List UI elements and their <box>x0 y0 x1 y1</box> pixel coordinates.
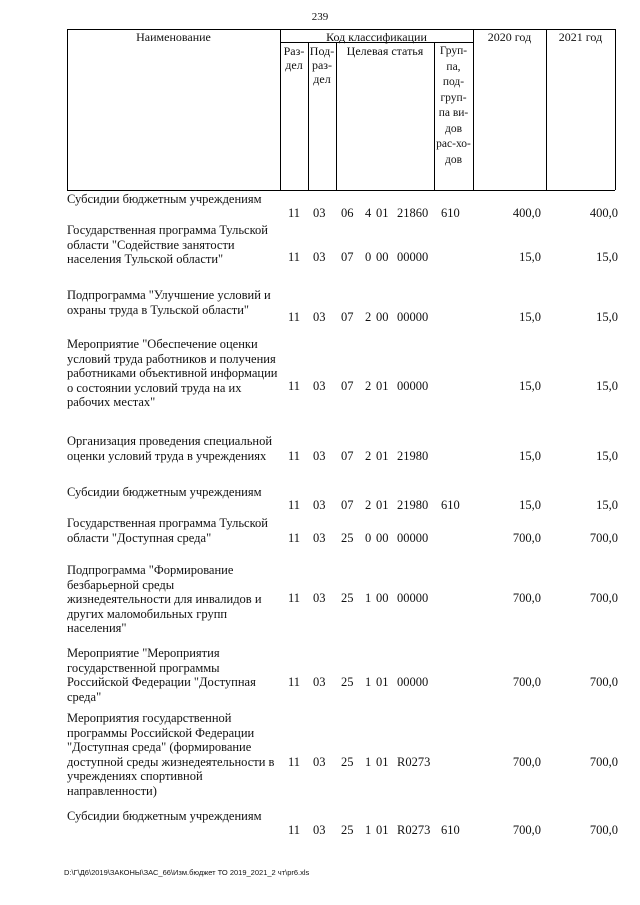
target-part3-cell: 00 <box>376 250 389 264</box>
razdel-cell: 11 <box>288 591 301 605</box>
value-2020-cell: 15,0 <box>519 250 541 264</box>
target-part3-cell: 01 <box>376 206 389 220</box>
razdel-cell: 11 <box>288 250 301 264</box>
target-part3-cell: 01 <box>376 498 389 512</box>
target-part2-cell: 4 <box>365 206 372 220</box>
row-name: Мероприятие "Мероприятия государственной программы Российской Федерации "Доступная среда" <box>67 646 256 704</box>
target-part2-cell: 0 <box>365 531 372 545</box>
podrazdel-cell: 03 <box>313 675 326 689</box>
expense-group-cell: 610 <box>441 206 460 220</box>
target-part2-cell: 1 <box>365 591 372 605</box>
row-name: Мероприятия государственной программы Российской Федерации "Доступная среда" (формирование доступной среды жизнедеятельности в учреждениях спортивной направленности) <box>67 711 275 798</box>
razdel-cell: 11 <box>288 310 301 324</box>
podrazdel-cell: 03 <box>313 379 326 393</box>
row-name: Субсидии бюджетным учреждениям <box>67 809 262 823</box>
target-part1-cell: 25 <box>341 675 354 689</box>
value-2021-cell: 700,0 <box>589 531 618 545</box>
expense-group-cell: 610 <box>441 823 460 837</box>
razdel-cell: 11 <box>288 379 301 393</box>
header-podrazdel: Под-раз-дел <box>309 44 335 86</box>
target-part1-cell: 07 <box>341 379 354 393</box>
target-part2-cell: 0 <box>365 250 372 264</box>
target-part4-cell: R0273 <box>397 755 431 769</box>
row-name: Субсидии бюджетным учреждениям <box>67 192 262 206</box>
target-part3-cell: 00 <box>376 591 389 605</box>
row-name: Субсидии бюджетным учреждениям <box>67 485 262 499</box>
row-name: Подпрограмма "Формирование безбарьерной среды жизнедеятельности для инвалидов и других маломобильных групп населения" <box>67 563 262 635</box>
target-part2-cell: 1 <box>365 675 372 689</box>
podrazdel-cell: 03 <box>313 823 326 837</box>
razdel-cell: 11 <box>288 823 301 837</box>
target-part1-cell: 25 <box>341 591 354 605</box>
target-part4-cell: 21980 <box>397 498 429 512</box>
value-2021-cell: 15,0 <box>596 449 618 463</box>
row-name: Мероприятие "Обеспечение оценки условий труда работников и получения работниками объективной информации о состоянии условий труда на их рабочих местах" <box>67 337 278 409</box>
row-name: Государственная программа Тульской области "Содействие занятости населения Тульской области" <box>67 223 268 266</box>
value-2021-cell: 15,0 <box>596 498 618 512</box>
razdel-cell: 11 <box>288 449 301 463</box>
target-part4-cell: R0273 <box>397 823 431 837</box>
target-part2-cell: 2 <box>365 449 372 463</box>
value-2020-cell: 700,0 <box>512 531 541 545</box>
target-part3-cell: 01 <box>376 755 389 769</box>
value-2020-cell: 15,0 <box>519 310 541 324</box>
header-year-2020: 2020 год <box>487 30 532 44</box>
value-2020-cell: 700,0 <box>512 823 541 837</box>
target-part2-cell: 1 <box>365 755 372 769</box>
target-part2-cell: 2 <box>365 310 372 324</box>
target-part2-cell: 1 <box>365 823 372 837</box>
row-name: Подпрограмма "Улучшение условий и охраны труда в Тульской области" <box>67 288 271 317</box>
value-2021-cell: 15,0 <box>596 310 618 324</box>
razdel-cell: 11 <box>288 498 301 512</box>
target-part4-cell: 00000 <box>397 675 429 689</box>
value-2021-cell: 15,0 <box>596 379 618 393</box>
razdel-cell: 11 <box>288 675 301 689</box>
target-part3-cell: 00 <box>376 531 389 545</box>
podrazdel-cell: 03 <box>313 755 326 769</box>
target-part1-cell: 07 <box>341 250 354 264</box>
value-2020-cell: 700,0 <box>512 675 541 689</box>
file-path-footer: D:\Г\Д6\2019\ЗАКОНЫ\ЗАС_66\Изм.бюджет ТО 2019_2021_2 чт\pr6.xls <box>64 868 310 877</box>
razdel-cell: 11 <box>288 531 301 545</box>
target-part3-cell: 01 <box>376 449 389 463</box>
value-2020-cell: 400,0 <box>512 206 541 220</box>
value-2021-cell: 700,0 <box>589 755 618 769</box>
target-part1-cell: 07 <box>341 310 354 324</box>
target-part1-cell: 06 <box>341 206 354 220</box>
target-part4-cell: 00000 <box>397 591 429 605</box>
row-name: Организация проведения специальной оценки условий труда в учреждениях <box>67 434 273 463</box>
target-part1-cell: 25 <box>341 823 354 837</box>
value-2021-cell: 700,0 <box>589 823 618 837</box>
target-part1-cell: 25 <box>341 531 354 545</box>
expense-group-cell: 610 <box>441 498 460 512</box>
header-code: Код классификации <box>326 30 427 44</box>
value-2020-cell: 15,0 <box>519 498 541 512</box>
value-2020-cell: 15,0 <box>519 379 541 393</box>
target-part4-cell: 00000 <box>397 379 429 393</box>
target-part4-cell: 00000 <box>397 310 429 324</box>
target-part1-cell: 07 <box>341 498 354 512</box>
target-part4-cell: 00000 <box>397 250 429 264</box>
razdel-cell: 11 <box>288 206 301 220</box>
target-part3-cell: 01 <box>376 379 389 393</box>
row-name: Государственная программа Тульской области "Доступная среда" <box>67 516 268 545</box>
value-2021-cell: 700,0 <box>589 675 618 689</box>
podrazdel-cell: 03 <box>313 531 326 545</box>
value-2021-cell: 700,0 <box>589 591 618 605</box>
target-part3-cell: 01 <box>376 675 389 689</box>
header-year-2021: 2021 год <box>558 30 603 44</box>
podrazdel-cell: 03 <box>313 591 326 605</box>
target-part3-cell: 01 <box>376 823 389 837</box>
page-number: 239 <box>311 11 329 23</box>
header-target-article: Целевая статья <box>346 44 424 58</box>
value-2020-cell: 15,0 <box>519 449 541 463</box>
header-name: Наименование <box>136 30 211 44</box>
value-2020-cell: 700,0 <box>512 755 541 769</box>
target-part4-cell: 00000 <box>397 531 429 545</box>
podrazdel-cell: 03 <box>313 310 326 324</box>
target-part4-cell: 21860 <box>397 206 429 220</box>
target-part1-cell: 07 <box>341 449 354 463</box>
value-2021-cell: 15,0 <box>596 250 618 264</box>
value-2020-cell: 700,0 <box>512 591 541 605</box>
header-razdel: Раз-дел <box>283 44 305 72</box>
target-part3-cell: 00 <box>376 310 389 324</box>
target-part2-cell: 2 <box>365 379 372 393</box>
podrazdel-cell: 03 <box>313 498 326 512</box>
header-expense-group: Груп-па, под-груп-па ви-дов рас-хо-дов <box>436 45 471 166</box>
podrazdel-cell: 03 <box>313 449 326 463</box>
value-2021-cell: 400,0 <box>589 206 618 220</box>
podrazdel-cell: 03 <box>313 250 326 264</box>
target-part4-cell: 21980 <box>397 449 429 463</box>
razdel-cell: 11 <box>288 755 301 769</box>
target-part1-cell: 25 <box>341 755 354 769</box>
podrazdel-cell: 03 <box>313 206 326 220</box>
target-part2-cell: 2 <box>365 498 372 512</box>
